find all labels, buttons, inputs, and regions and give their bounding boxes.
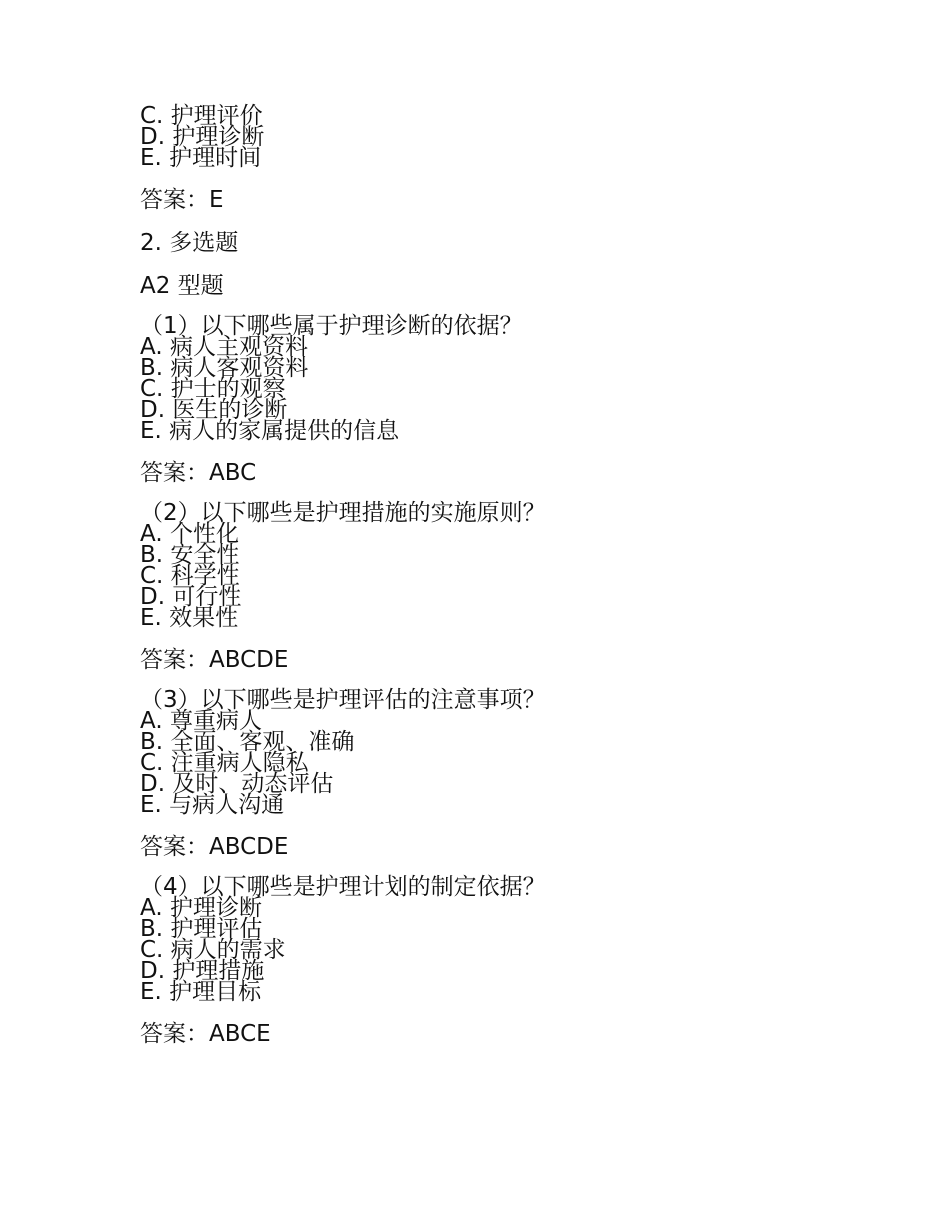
option-a: A. 病人主观资料 <box>140 334 308 360</box>
question-2 <box>140 500 840 673</box>
question-text: （4）以下哪些是护理计划的制定依据？ <box>140 874 546 900</box>
option-c: C. 病人的需求 <box>140 937 286 963</box>
previous-question-block <box>140 103 840 213</box>
option-a: A. 护理诊断 <box>140 895 262 921</box>
answer-line: 答案：ABCE <box>140 1021 271 1047</box>
question-text: （3）以下哪些是护理评估的注意事项？ <box>140 687 546 713</box>
question-1 <box>140 313 840 486</box>
option-e: E. 效果性 <box>140 605 239 631</box>
option-c: C. 注重病人隐私 <box>140 750 309 776</box>
answer-line: 答案：ABC <box>140 460 257 486</box>
answer-line: 答案：ABCDE <box>140 647 289 673</box>
question-3 <box>140 687 840 860</box>
option-d: D. 护理诊断 <box>140 124 265 150</box>
question-text: （2）以下哪些是护理措施的实施原则？ <box>140 500 546 526</box>
section-title: 2. 多选题 <box>140 230 239 256</box>
option-d: D. 医生的诊断 <box>140 397 288 423</box>
option-b: B. 全面、客观、准确 <box>140 729 355 755</box>
option-e: E. 护理目标 <box>140 979 262 1005</box>
option-e: E. 病人的家属提供的信息 <box>140 418 400 444</box>
option-b: B. 护理评估 <box>140 916 263 942</box>
option-b: B. 病人客观资料 <box>140 355 309 381</box>
option-a: A. 尊重病人 <box>140 708 262 734</box>
type-title: A2 型题 <box>140 273 224 299</box>
option-b: B. 安全性 <box>140 542 240 568</box>
question-text: （1）以下哪些属于护理诊断的依据？ <box>140 313 523 339</box>
option-e: E. 护理时间 <box>140 145 262 171</box>
option-c: C. 护士的观察 <box>140 376 286 402</box>
option-c: C. 科学性 <box>140 563 240 589</box>
answer-line: 答案：ABCDE <box>140 834 289 860</box>
option-a: A. 个性化 <box>140 521 239 547</box>
option-e: E. 与病人沟通 <box>140 792 285 818</box>
option-c: C. 护理评价 <box>140 103 263 129</box>
option-d: D. 及时、动态评估 <box>140 771 334 797</box>
question-4 <box>140 874 840 1047</box>
option-d: D. 护理措施 <box>140 958 265 984</box>
option-d: D. 可行性 <box>140 584 242 610</box>
answer-line: 答案：E <box>140 187 224 213</box>
document-page <box>140 103 840 1047</box>
